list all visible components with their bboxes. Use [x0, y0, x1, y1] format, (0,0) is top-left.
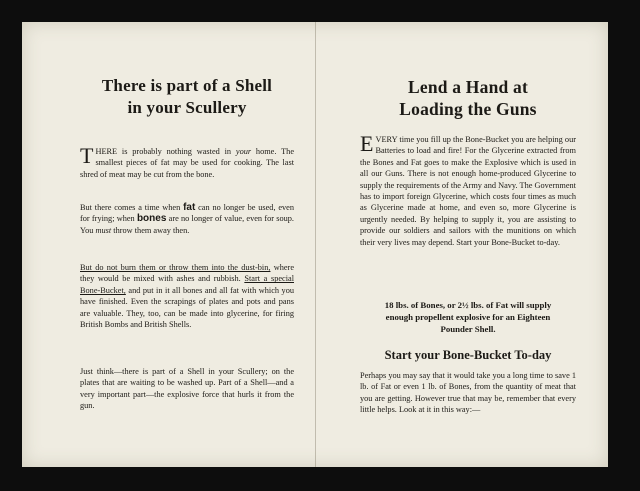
shell-statement: 18 lbs. of Bones, or 2½ lbs. of Fat will supply enough propellent explosive for an Eighteen Pounder Shell. — [384, 300, 552, 334]
left-headline — [80, 75, 294, 119]
bones-keyword: bones — [136, 213, 167, 225]
right-headline-line1: Lend a Hand at — [408, 77, 528, 97]
right-p1-text: VERY time you fill up the Bone-Bucket you are helping our Batteries to load and fire! For the Glycerine extracted from the Bones and Fat goes to make the Explosive which is used in all our Guns. There is not enough home-produced Glycerine to supply the requirements of the Army and Navy. The Government has to import foreign Glycerine, which costs four times as much as Glycerine made at home, and even so, more Glycerine is urgently needed. By helping to supply it, you are assisting to provide our soldiers and sailors with the munitions on which their very lives may depend. Start your Bone-Bucket to-day. — [360, 135, 576, 247]
right-panel — [360, 22, 576, 467]
left-dropcap: T — [80, 143, 94, 168]
bone-bucket-underlined: Start a special Bone-Bucket, — [80, 274, 294, 295]
left-paragraph-2 — [80, 202, 294, 236]
right-dropcap: E — [360, 131, 374, 156]
left-p1-text-a: HERE is probably nothing wasted in — [95, 147, 236, 156]
left-p1-text-b: home. The smallest pieces of fat may be used for cooking. The last shred of meat may be cut from the bone. — [80, 147, 294, 179]
left-paragraph-1 — [80, 143, 294, 180]
right-headline-line2: Loading the Guns — [399, 99, 537, 119]
right-paragraph-1 — [360, 131, 576, 248]
left-paragraph-4 — [80, 366, 294, 412]
left-paragraph-3 — [80, 262, 294, 330]
right-headline — [360, 76, 576, 120]
right-p2-text: Perhaps you may say that it would take you a long time to save 1 lb. of Fat or even 1 lb. of Bones, from the quantity of meat that you are getting. However true that may be, remember that every little helps. Look at it in this way:— — [360, 371, 576, 415]
left-headline-line2: in your Scullery — [127, 98, 247, 117]
left-headline-line1: There is part of a Shell — [101, 76, 273, 95]
fat-keyword: fat — [183, 202, 196, 213]
left-p2-text-c: are no longer of value, even for soup. You — [80, 214, 294, 235]
right-subheading: Start your Bone-Bucket To-day — [384, 348, 552, 362]
left-panel — [80, 22, 294, 467]
left-p3-text-a: where they would be mixed with ashes and rubbish. — [80, 263, 294, 284]
leaflet-sheet — [22, 22, 608, 467]
center-fold — [315, 22, 316, 467]
must-emphasis: must — [95, 225, 112, 235]
left-p4-text: Just think—there is part of a Shell in your Scullery; on the plates that are waiting to be washed up. Part of a Shell—and a very important part—the explosive force that hurls it from the gun. — [80, 367, 294, 411]
left-p2-text-b: can no longer be used, even for frying; when — [80, 203, 294, 224]
left-p1-emphasis: your — [235, 147, 252, 156]
right-paragraph-2 — [360, 370, 576, 416]
left-p2-text-a: But there comes a time when — [80, 203, 184, 212]
burn-warning-underlined: But do not burn them or throw them into the dust-bin, — [80, 263, 271, 272]
left-p2-text-d: throw them away then. — [111, 225, 190, 235]
left-p3-text-b: and put in it all bones and all fat with which you have finished. Even the scrapings of plates and pots and pans are valuable. They, too, can be made into glycerine, for firing British Bombs and British Shells. — [80, 285, 294, 330]
